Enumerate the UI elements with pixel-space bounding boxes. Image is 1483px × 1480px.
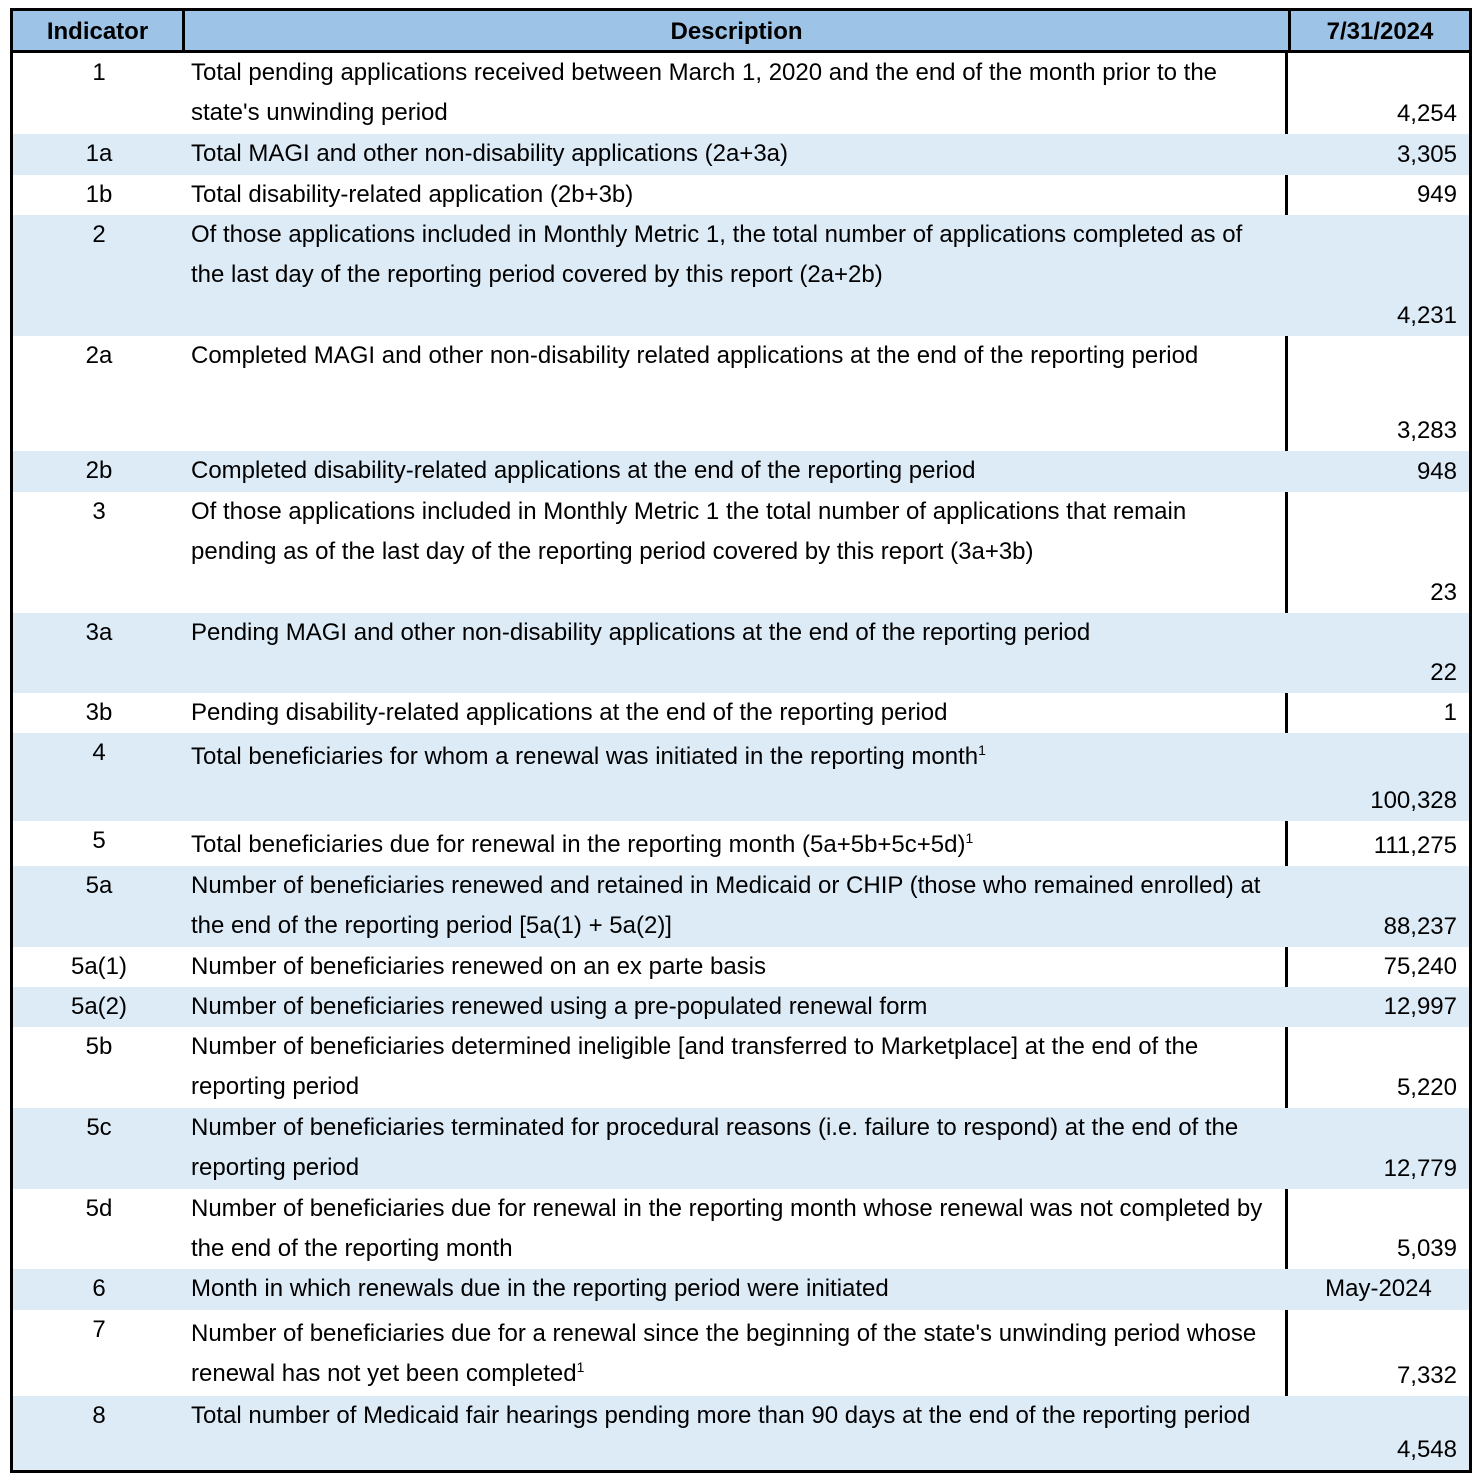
description-text: Pending MAGI and other non-disability applications at the end of the reporting period xyxy=(191,619,1091,646)
description-text: Number of beneficiaries renewed using a pre-populated renewal form xyxy=(191,993,928,1020)
description-text: Total number of Medicaid fair hearings pending more than 90 days at the end of the reporting period xyxy=(191,1402,1251,1429)
description-text: Number of beneficiaries terminated for procedural reasons (i.e. failure to respond) at the end of the reporting period xyxy=(191,1114,1239,1181)
value-text: 7,332 xyxy=(1396,1362,1457,1389)
description-cell xyxy=(185,134,1288,175)
table-row xyxy=(13,336,1469,451)
value-text: 3,283 xyxy=(1396,417,1457,444)
value-cell xyxy=(1288,1027,1469,1108)
indicator-cell: 3 xyxy=(92,498,106,525)
indicator-cell: 1 xyxy=(92,59,106,86)
table-row xyxy=(13,693,1469,733)
table-row xyxy=(13,613,1469,693)
indicator-cell: 2a xyxy=(85,342,113,369)
description-text: Total disability-related application (2b+3b) xyxy=(191,181,634,208)
table-row xyxy=(13,134,1469,175)
description-text: Of those applications included in Monthly Metric 1, the total number of applications completed as of the last day of the reporting period covered by this report (2a+2b) xyxy=(191,221,1243,288)
value-cell xyxy=(1288,866,1469,947)
value-text: 4,254 xyxy=(1396,100,1457,127)
table-row xyxy=(13,53,1469,134)
footnote-marker: 1 xyxy=(978,742,986,758)
value-text: 948 xyxy=(1416,458,1457,485)
table-row xyxy=(13,1108,1469,1189)
table-row xyxy=(13,1189,1469,1269)
value-text: 4,548 xyxy=(1396,1436,1457,1463)
value-text: 12,997 xyxy=(1383,993,1457,1020)
value-text: 88,237 xyxy=(1383,913,1457,940)
table-header xyxy=(13,11,1469,53)
description-text: Total beneficiaries due for renewal in the reporting month (5a+5b+5c+5d) xyxy=(191,831,966,858)
value-cell xyxy=(1288,175,1469,215)
indicator-cell: 2b xyxy=(85,457,113,484)
value-text: 1 xyxy=(1443,699,1457,726)
value-cell xyxy=(1288,987,1469,1027)
value-cell xyxy=(1288,1396,1469,1470)
description-cell xyxy=(185,693,1288,733)
value-text: 949 xyxy=(1416,181,1457,208)
table-row xyxy=(13,215,1469,336)
value-cell xyxy=(1288,1189,1469,1269)
table-row xyxy=(13,987,1469,1027)
value-text: 22 xyxy=(1430,659,1457,686)
description-cell xyxy=(185,53,1288,134)
value-cell xyxy=(1288,215,1469,336)
indicator-cell: 5 xyxy=(92,827,106,854)
value-text: 75,240 xyxy=(1383,953,1457,980)
table-row xyxy=(13,733,1469,821)
description-cell xyxy=(185,175,1288,215)
value-cell xyxy=(1288,53,1469,134)
value-text: 23 xyxy=(1430,579,1457,606)
indicator-cell: 5b xyxy=(85,1033,113,1060)
indicator-cell: 3a xyxy=(85,619,113,646)
value-cell xyxy=(1288,134,1469,175)
value-text: 4,231 xyxy=(1396,302,1457,329)
indicator-cell: 4 xyxy=(92,739,106,766)
value-cell xyxy=(1288,693,1469,733)
indicator-cell: 5a(1) xyxy=(70,953,128,980)
description-cell xyxy=(185,1396,1288,1470)
description-cell xyxy=(185,733,1288,821)
indicator-cell: 6 xyxy=(92,1275,106,1302)
description-text: Total beneficiaries for whom a renewal was initiated in the reporting month xyxy=(191,743,979,770)
indicator-cell: 1a xyxy=(85,140,113,167)
value-text: 5,039 xyxy=(1396,1235,1457,1262)
description-text: Total MAGI and other non-disability applications (2a+3a) xyxy=(191,140,788,167)
footnote-marker: 1 xyxy=(965,830,974,846)
value-text: 5,220 xyxy=(1396,1074,1457,1101)
description-cell xyxy=(185,613,1288,693)
description-cell xyxy=(185,987,1288,1027)
value-cell xyxy=(1288,733,1469,821)
table-row xyxy=(13,451,1469,492)
indicator-cell: 1b xyxy=(85,181,113,208)
header-description: Description xyxy=(670,18,803,45)
description-cell xyxy=(185,215,1288,336)
value-cell xyxy=(1288,451,1469,492)
table-row xyxy=(13,1396,1469,1470)
description-text: Of those applications included in Monthly Metric 1 the total number of applications that remain pending as of the last day of the reporting period covered by this report (3a+3b) xyxy=(191,498,1187,565)
value-text: 3,305 xyxy=(1396,141,1457,168)
description-cell xyxy=(185,336,1288,451)
description-text: Completed disability-related applications at the end of the reporting period xyxy=(191,457,976,484)
table-row xyxy=(13,175,1469,215)
footnote-marker: 1 xyxy=(576,1359,585,1375)
description-text: Number of beneficiaries due for a renewal since the beginning of the state's unwinding period whose renewal has not yet been completed xyxy=(191,1320,1257,1387)
value-cell xyxy=(1288,336,1469,451)
description-cell xyxy=(185,492,1288,613)
description-text: Total pending applications received between March 1, 2020 and the end of the month prior to the state's unwinding period xyxy=(191,59,1218,126)
value-cell xyxy=(1288,613,1469,693)
indicator-cell: 7 xyxy=(92,1316,106,1343)
header-indicator: Indicator xyxy=(13,11,185,50)
indicator-cell: 5a(2) xyxy=(70,993,128,1020)
description-text: Completed MAGI and other non-disability related applications at the end of the reporting period xyxy=(191,342,1199,369)
value-cell xyxy=(1288,1108,1469,1189)
description-text: Number of beneficiaries renewed and retained in Medicaid or CHIP (those who remained enrolled) at the end of the reporting period [5a(1) + 5a(2)] xyxy=(191,872,1261,939)
description-cell xyxy=(185,1027,1288,1108)
indicator-cell: 3b xyxy=(85,699,113,726)
indicator-cell: 8 xyxy=(92,1402,106,1429)
indicator-table xyxy=(10,8,1472,1473)
indicator-cell: 5a xyxy=(85,872,113,899)
description-cell xyxy=(185,1108,1288,1189)
value-text: May-2024 xyxy=(1325,1275,1432,1302)
table-row xyxy=(13,866,1469,947)
description-text: Pending disability-related applications at the end of the reporting period xyxy=(191,699,948,726)
table-row xyxy=(13,1027,1469,1108)
description-cell xyxy=(185,451,1288,492)
description-cell xyxy=(185,1269,1288,1310)
indicator-cell: 5d xyxy=(85,1195,113,1222)
description-cell xyxy=(185,866,1288,947)
value-text: 111,275 xyxy=(1373,832,1457,859)
indicator-cell: 2 xyxy=(92,221,106,248)
description-cell xyxy=(185,1189,1288,1269)
table-row xyxy=(13,821,1469,866)
value-cell xyxy=(1288,1269,1469,1310)
description-text: Number of beneficiaries determined ineligible [and transferred to Marketplace] at the end of the reporting period xyxy=(191,1033,1199,1100)
table-row xyxy=(13,947,1469,987)
value-text: 12,779 xyxy=(1383,1155,1457,1182)
table-row xyxy=(13,492,1469,613)
header-date: 7/31/2024 xyxy=(1288,11,1469,50)
description-cell xyxy=(185,947,1288,987)
description-text: Month in which renewals due in the reporting period were initiated xyxy=(191,1275,889,1302)
indicator-cell: 5c xyxy=(86,1114,112,1141)
description-cell xyxy=(185,1310,1288,1396)
value-cell xyxy=(1288,821,1469,866)
value-cell xyxy=(1288,1310,1469,1396)
description-cell xyxy=(185,821,1288,866)
table-row xyxy=(13,1269,1469,1310)
value-text: 100,328 xyxy=(1370,787,1457,814)
description-text: Number of beneficiaries due for renewal in the reporting month whose renewal was not completed by the end of the reporting month xyxy=(191,1195,1263,1262)
table-row xyxy=(13,1310,1469,1396)
description-text: Number of beneficiaries renewed on an ex parte basis xyxy=(191,953,766,980)
value-cell xyxy=(1288,947,1469,987)
value-cell xyxy=(1288,492,1469,613)
